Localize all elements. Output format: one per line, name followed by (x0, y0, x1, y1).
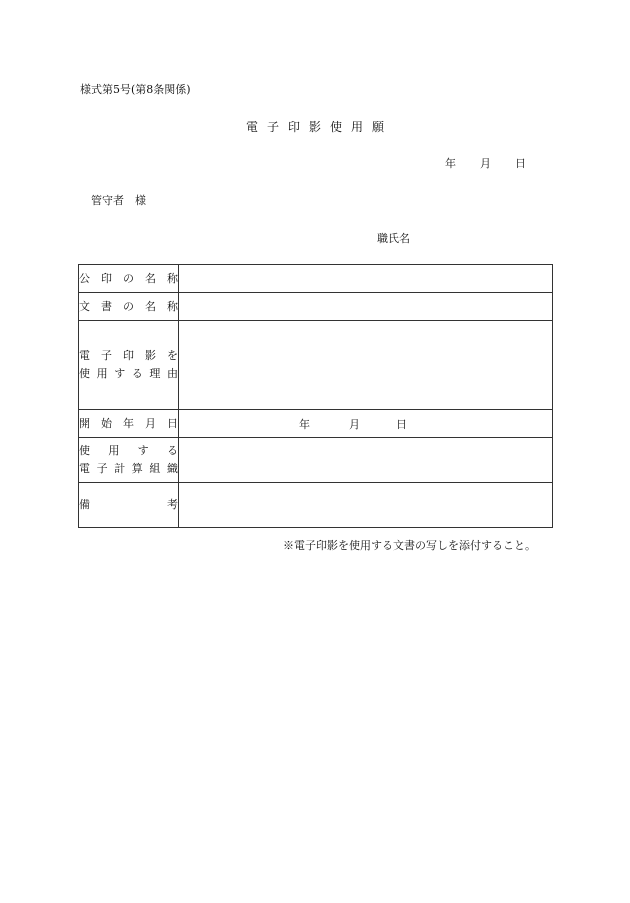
document-title (0, 118, 630, 135)
field-remarks[interactable] (179, 483, 553, 528)
application-table (78, 264, 553, 528)
title-char: 願 (372, 120, 385, 134)
label-computer-system: 使 用 す る 電 子 計 算 組 織 (79, 438, 179, 483)
field-start-date[interactable] (179, 410, 553, 438)
start-date-day: 日 (396, 417, 407, 431)
start-date-year: 年 (299, 417, 310, 431)
title-char: 影 (308, 120, 321, 134)
label-remarks: 備 考 (79, 483, 179, 528)
date-month: 月 (480, 157, 491, 170)
table-row-start-date (79, 410, 553, 438)
title-char: 電 (245, 120, 258, 134)
date-year: 年 (445, 157, 456, 170)
addressee: 管守者 様 (91, 194, 146, 207)
table-row-seal-name (79, 265, 553, 293)
application-date (445, 155, 526, 171)
label-seal-name: 公 印 の 名 称 (79, 265, 179, 293)
date-day: 日 (515, 157, 526, 170)
table-row-remarks (79, 483, 553, 528)
label-start-date: 開 始 年 月 日 (79, 410, 179, 438)
title-char: 用 (351, 120, 364, 134)
field-seal-name[interactable] (179, 265, 553, 293)
table-row-computer-system (79, 438, 553, 483)
field-document-name[interactable] (179, 293, 553, 321)
applicant-name-label: 職氏名 (377, 232, 410, 245)
table-row-document-name (79, 293, 553, 321)
label-reason: 電 子 印 影 を 使 用 す る 理 由 (79, 321, 179, 410)
label-document-name: 文 書 の 名 称 (79, 293, 179, 321)
field-reason[interactable] (179, 321, 553, 410)
title-char: 使 (330, 120, 343, 134)
footnote: ※電子印影を使用する文書の写しを添付すること。 (283, 539, 536, 552)
title-char: 子 (266, 120, 279, 134)
start-date-month: 月 (349, 417, 360, 431)
field-computer-system[interactable] (179, 438, 553, 483)
form-number: 様式第5号(第8条関係) (80, 83, 191, 96)
title-char: 印 (287, 120, 300, 134)
table-row-reason (79, 321, 553, 410)
